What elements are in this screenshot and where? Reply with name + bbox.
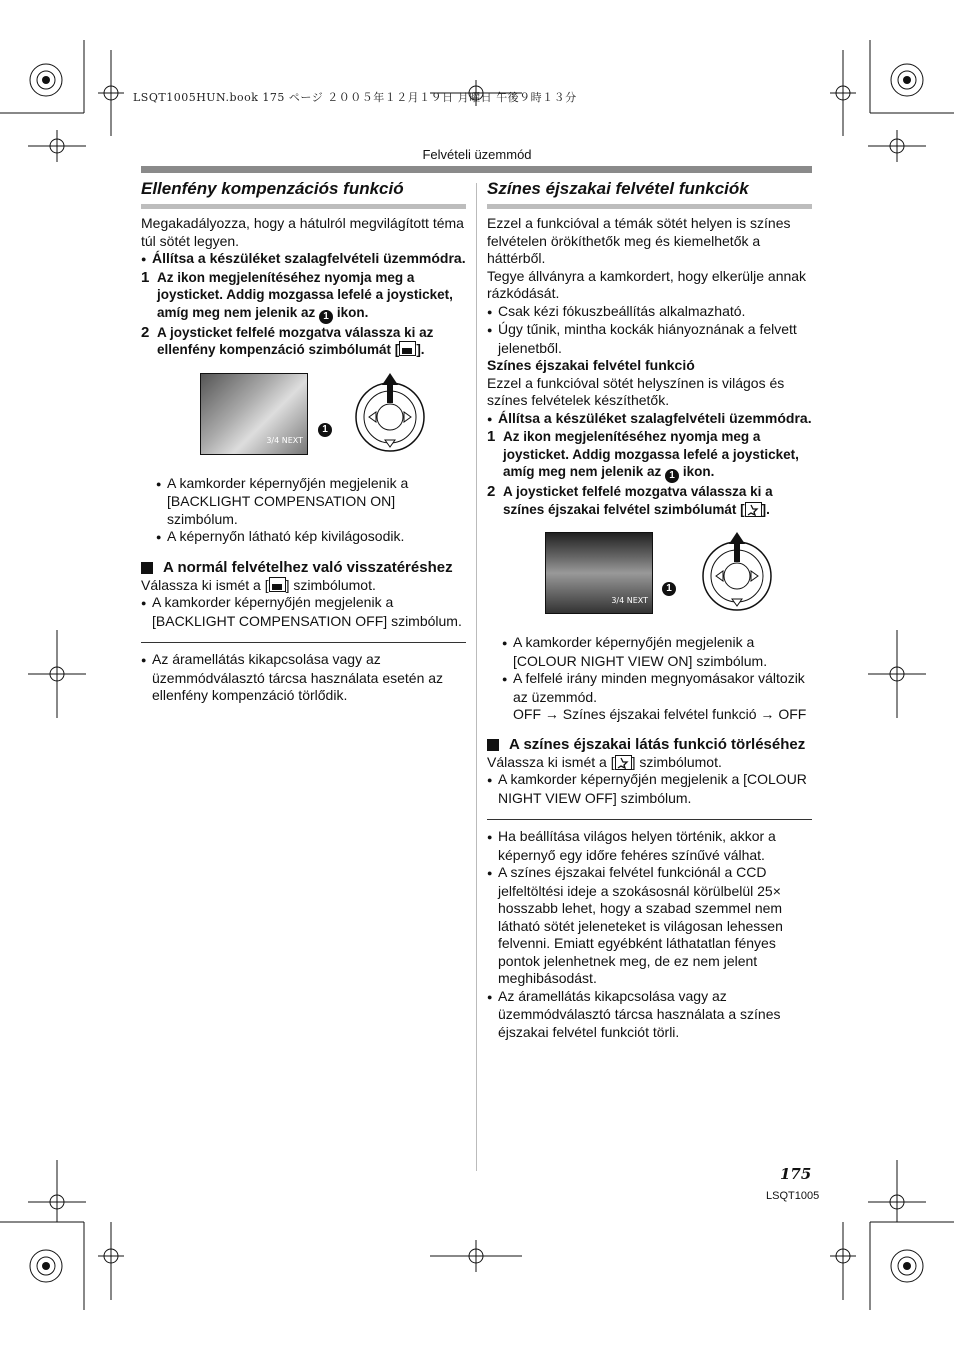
right-note: ● Ha beállítása világos helyen történik, akkor a képernyő egy időre fehéres színűvé válhat. (487, 828, 812, 864)
camera-screen-night-image (545, 532, 653, 614)
left-step-2 (141, 324, 466, 359)
subheading-text: A színes éjszakai látás funkció törléséhez (509, 735, 806, 753)
step-tail: ikon. (682, 464, 715, 479)
right-prep: ● Állítsa a készüléket szalagfelvételi üzemmódra. (487, 410, 812, 429)
step-number: 1 (487, 428, 496, 445)
right-sub-bullet: ● A kamkorder képernyőjén megjelenik a [COLOUR NIGHT VIEW OFF] szimbólum. (487, 771, 812, 807)
step-number: 2 (487, 483, 496, 500)
callout-1-icon: 1 (319, 310, 333, 324)
step-tail: ]. (761, 501, 770, 517)
step-number: 1 (141, 268, 150, 286)
right-step-1 (487, 428, 812, 483)
square-bullet-icon (141, 562, 153, 574)
right-note: ● A színes éjszakai felvétel funkciónál a CCD jelfeltöltési ideje a szokásosnál körülbelül 25× hosszabb lehet, hogy a szabad szemmel nem látható sötét jeleneteket is világosan lehessen felvenni. Emiatt egyébként láthatatlan fényes pontok jelenhetnek meg, de ez nem jelent meghibásodást. (487, 864, 812, 988)
left-note: ● Az áramellátás kikapcsolása vagy az üzemmódválasztó tárcsa használata esetén az ellenfény kompenzáció törlődik. (141, 651, 466, 705)
right-func-title: Színes éjszakai felvétel funkció (487, 357, 695, 373)
joystick-up-icon (701, 532, 773, 612)
note-rule (487, 819, 812, 820)
left-figure (141, 369, 466, 465)
left-title: Ellenfény kompenzációs funkció (141, 178, 466, 209)
right-figure (487, 528, 812, 624)
section-label: Felvételi üzemmód (422, 147, 532, 162)
backlight-icon (269, 577, 286, 592)
step-number: 2 (141, 323, 150, 341)
left-step-1 (141, 269, 466, 324)
right-bullet: ● Csak kézi fókuszbeállítás alkalmazható. (487, 303, 812, 322)
left-prep: ● Állítsa a készüléket szalagfelvételi üzemmódra. (141, 250, 466, 269)
right-bullet: ● A felfelé irány minden megnyomásakor változik az üzemmód. (487, 670, 812, 706)
text-part: ] szimbólumot. (631, 753, 722, 770)
night-view-icon (745, 502, 762, 517)
camera-screen-image (200, 373, 308, 455)
left-column (141, 178, 466, 705)
osd-label: 3/4 NEXT (266, 436, 303, 445)
backlight-icon (399, 341, 416, 356)
osd-label: 3/4 NEXT (611, 595, 648, 605)
step-tail: ikon. (336, 304, 369, 320)
step-text: A joysticket felfelé mozgatva válassza ki a színes éjszakai felvétel szimbólumát [ (503, 484, 773, 517)
right-tripod: Tegye állványra a kamkordert, hogy elkerülje annak rázkódását. (487, 267, 807, 301)
left-intro: Megakadályozza, hogy a hátulról megvilágított téma túl sötét legyen. (141, 215, 464, 249)
step-tail: ]. (416, 342, 425, 357)
mode-cycle: OFF → Színes éjszakai felvétel funkció → OFF (513, 706, 807, 722)
square-bullet-icon (487, 739, 499, 751)
left-sub-bullet: ● A kamkorder képernyőjén megjelenik a [BACKLIGHT COMPENSATION OFF] szimbólum. (141, 594, 466, 630)
right-bullet: ● Úgy tűnik, mintha kockák hiányoznának a felvett jelenetből. (487, 321, 812, 357)
right-note: ● Az áramellátás kikapcsolása vagy az üzemmódválasztó tárcsa használata a színes éjszakai felvétel funkciót törli. (487, 988, 812, 1042)
page-code: LSQT1005 (766, 1190, 820, 1202)
right-subheading (487, 736, 812, 754)
step-text: A joysticket felfelé mozgatva válassza ki az ellenfény kompenzáció szimbólumát [ (157, 324, 434, 357)
joystick-up-icon (354, 373, 426, 453)
left-sub-text (141, 577, 466, 595)
text-part: Válassza ki ismét a [ (141, 576, 269, 593)
text-part: ] szimbólumot. (285, 576, 376, 593)
note-rule (141, 642, 466, 643)
right-title: Színes éjszakai felvétel funkciók (487, 178, 812, 209)
top-rule (141, 166, 812, 173)
column-divider (476, 183, 477, 1171)
left-bullet: ● A kamkorder képernyőjén megjelenik a [BACKLIGHT COMPENSATION ON] szimbólum. (141, 475, 466, 529)
night-view-icon (615, 755, 632, 770)
callout-1-icon: 1 (318, 423, 332, 437)
print-header: LSQT1005HUN.book 175 ページ ２００５年１２月１９日 月曜日 午後９時１３分 (133, 91, 577, 104)
callout-1-icon: 1 (662, 582, 676, 596)
subheading-text: A normál felvételhez való visszatéréshez (163, 558, 453, 576)
callout-1-icon: 1 (665, 469, 679, 483)
right-sub-text (487, 754, 812, 772)
right-func-text: Ezzel a funkcióval sötét helyszínen is világos és színes felvételek készíthetők. (487, 374, 785, 408)
left-bullet: ● A képernyőn látható kép kivilágosodik. (141, 528, 466, 547)
text-part: Válassza ki ismét a [ (487, 753, 615, 770)
right-intro: Ezzel a funkcióval a témák sötét helyen is színes felvételen örökíthetők meg és kiemelhetők a háttérből. (487, 215, 791, 266)
left-subheading (141, 559, 466, 577)
page-number: 175 (780, 1165, 812, 1183)
right-step-2 (487, 483, 812, 518)
step-text: Az ikon megjelenítéséhez nyomja meg a joysticket. Addig mozgassa lefelé a joysticket, amíg meg nem jelenik az (503, 429, 799, 479)
right-bullet: ● A kamkorder képernyőjén megjelenik a [COLOUR NIGHT VIEW ON] szimbólum. (487, 634, 812, 670)
step-text: Az ikon megjelenítéséhez nyomja meg a joysticket. Addig mozgassa lefelé a joysticket, amíg meg nem jelenik az (157, 269, 453, 320)
right-column (487, 178, 812, 1041)
